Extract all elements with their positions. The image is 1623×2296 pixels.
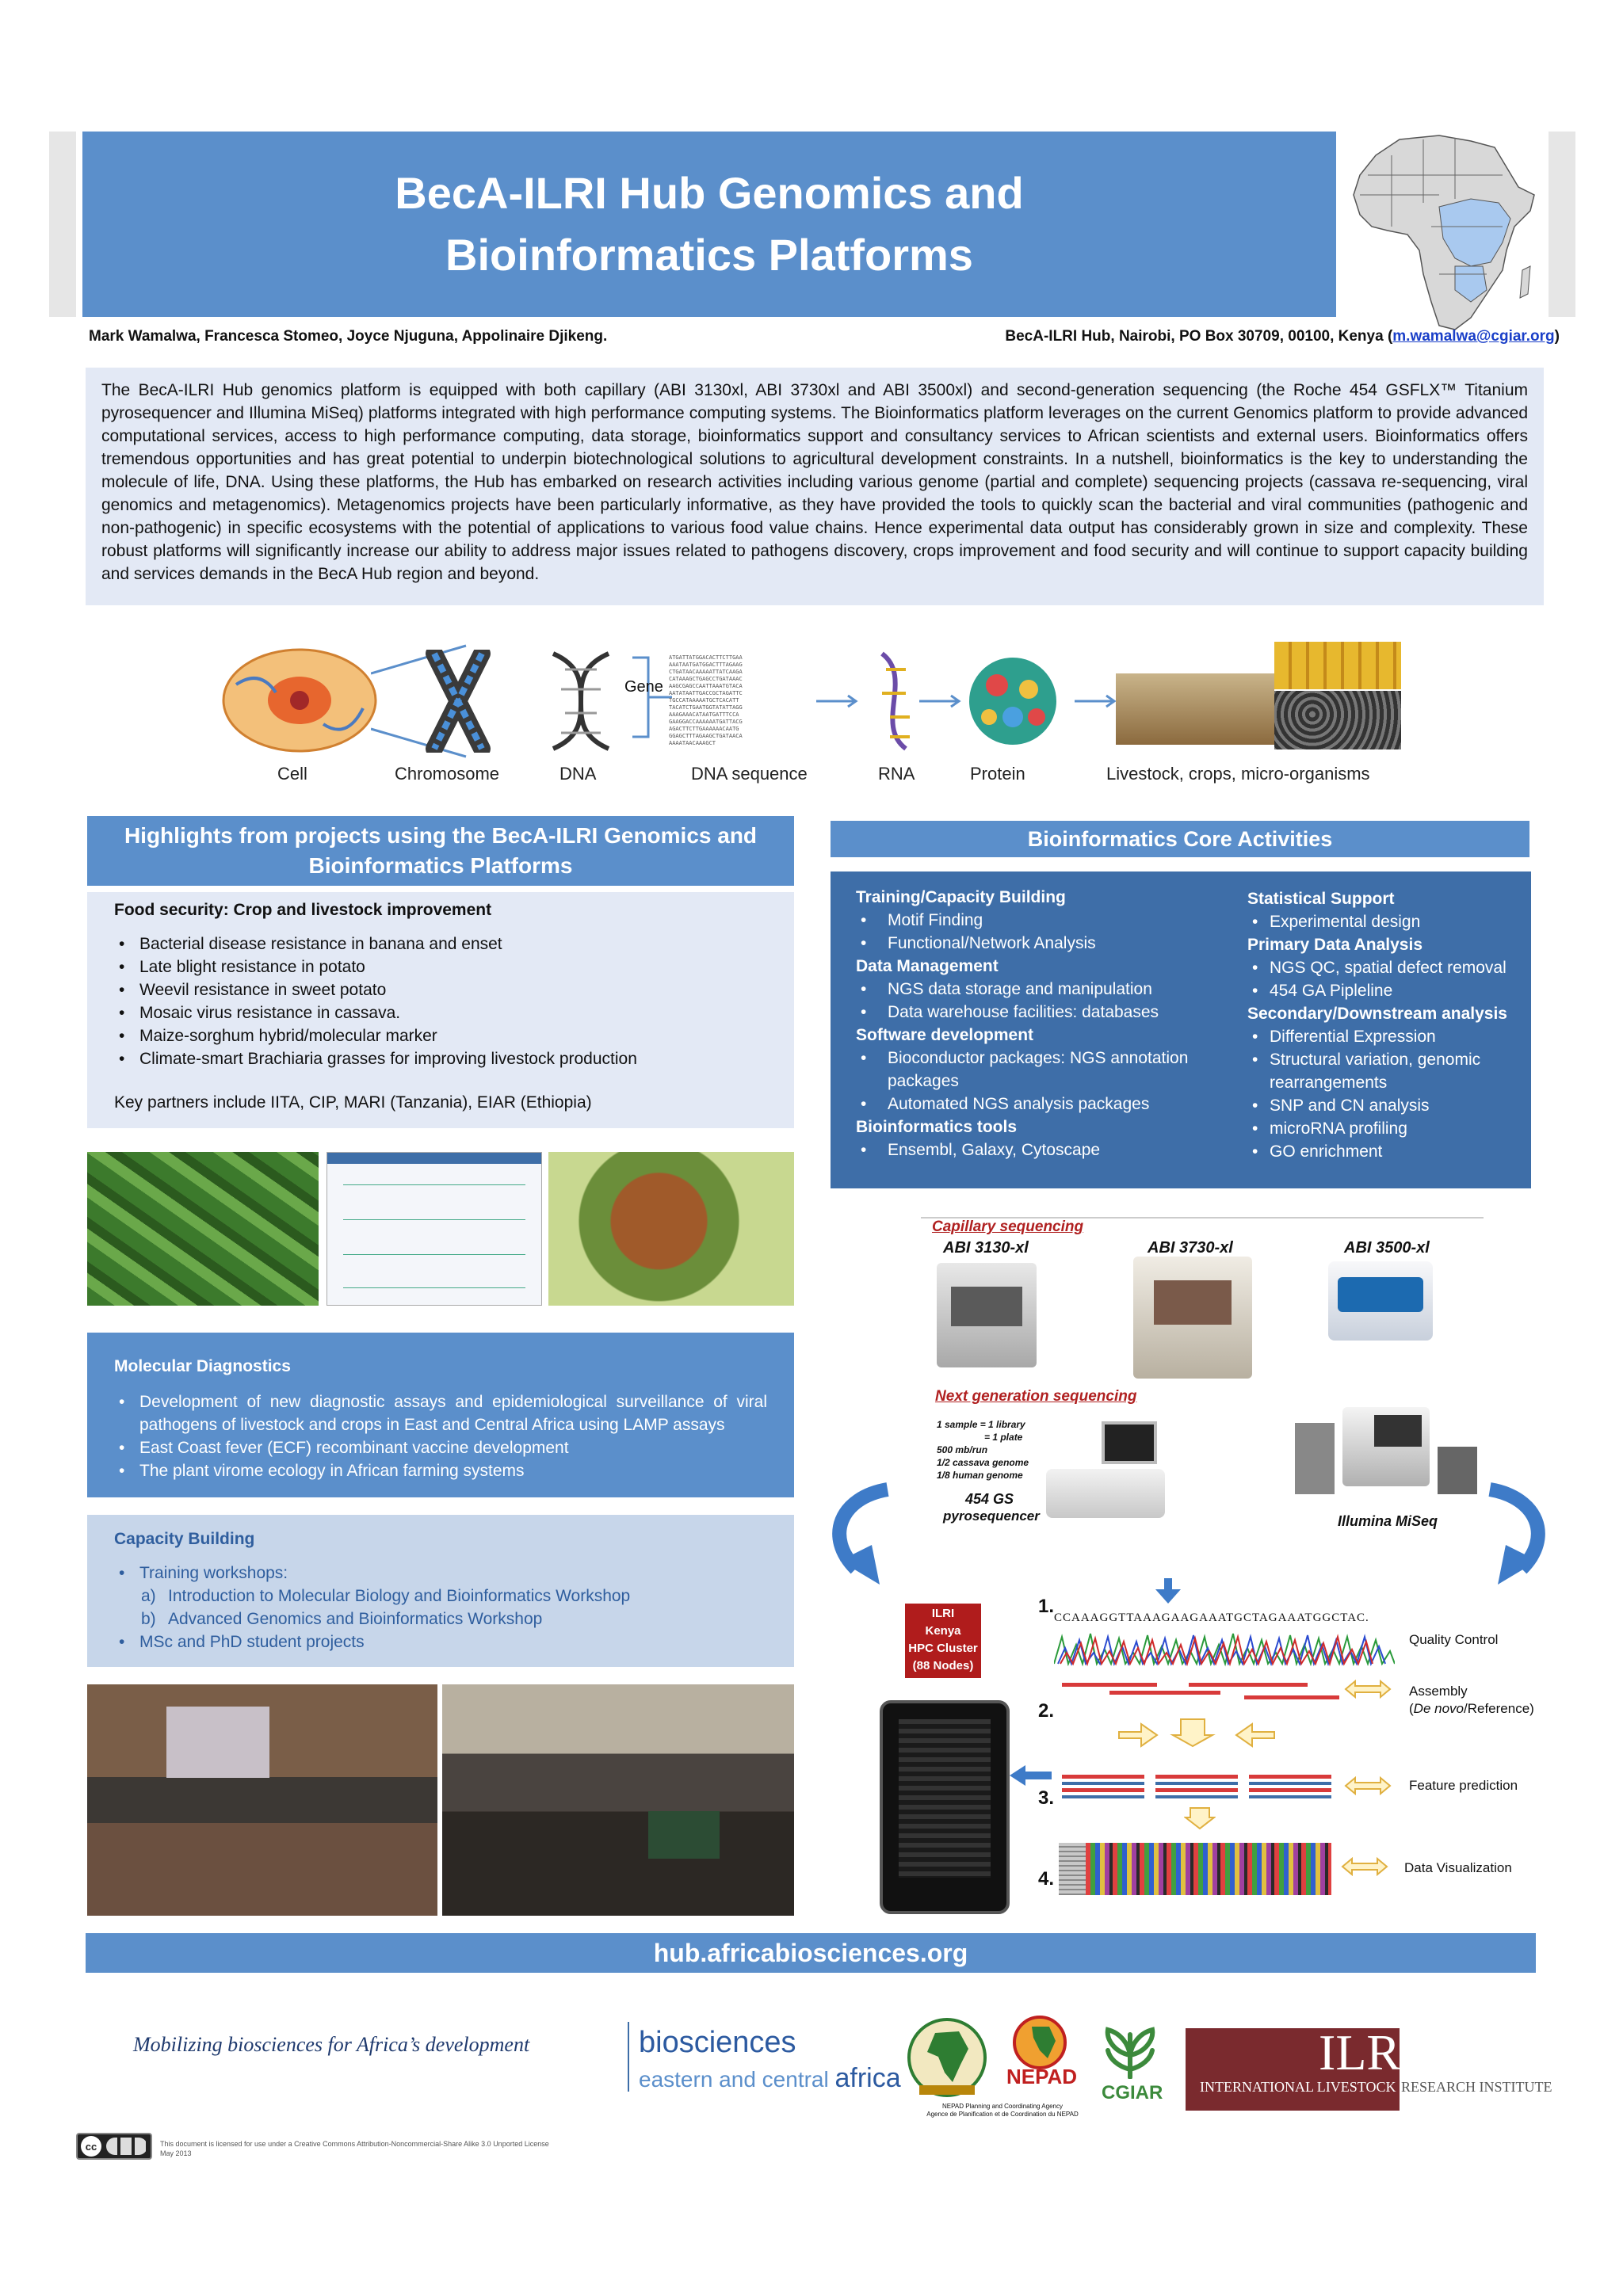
core-list <box>856 978 1220 1024</box>
abi-3130-image <box>937 1263 1037 1367</box>
ngs-spec <box>937 1418 1029 1482</box>
molecular-diagnostics-panel <box>87 1333 794 1497</box>
title-banner <box>82 132 1336 317</box>
capacity-sub-a <box>114 1585 767 1608</box>
step-3-number: 3. <box>1038 1787 1055 1809</box>
core-list <box>856 1047 1220 1116</box>
step-1-number: 1. <box>1038 1596 1055 1617</box>
core-right-column <box>1247 887 1525 1163</box>
cell-illustration <box>220 645 379 756</box>
rna-illustration <box>870 650 918 753</box>
miseq-label: Illumina MiSeq <box>1338 1513 1438 1529</box>
highlights-list <box>114 933 767 1070</box>
nepad-word: NEPAD <box>1006 2065 1078 2088</box>
spec-line: 1/2 cassava genome <box>937 1457 1029 1468</box>
cattle-image <box>1116 673 1274 745</box>
affiliation <box>1005 328 1560 345</box>
arrow-to-rna <box>815 693 862 709</box>
step-4-number: 4. <box>1038 1868 1055 1890</box>
step-2-number: 2. <box>1038 1700 1055 1722</box>
maize-image <box>1274 642 1401 689</box>
miseq-image <box>1287 1407 1485 1505</box>
cgiar-word: CGIAR <box>1102 2082 1163 2103</box>
region-text: eastern and central <box>639 2067 835 2092</box>
list-item: • NGS QC, spatial defect removal <box>1247 956 1525 979</box>
sub-text: Advanced Genomics and Bioinformatics Workshop <box>168 1610 543 1628</box>
chromatogram <box>1054 1629 1395 1667</box>
protein-illustration <box>957 650 1068 753</box>
right-side-bar <box>1549 132 1575 317</box>
logo-divider <box>628 2022 629 2092</box>
list-item: • Functional/Network Analysis <box>856 932 1220 955</box>
sub-letter: b) <box>141 1610 156 1628</box>
biosciences-region <box>639 2063 901 2094</box>
quality-control-label: Quality Control <box>1409 1632 1499 1647</box>
workshop-photo-1 <box>87 1684 437 1916</box>
list-item: • Training workshops: <box>114 1562 767 1585</box>
sub-letter: a) <box>141 1587 156 1605</box>
hpc-line: (88 Nodes) <box>912 1659 974 1672</box>
molecular-list <box>114 1390 767 1482</box>
list-item: • Bioconductor packages: NGS annotation packages <box>856 1047 1220 1093</box>
gs454-image <box>1046 1421 1165 1523</box>
biosciences-logo <box>639 2025 901 2094</box>
biosciences-word: biosciences <box>639 2026 796 2059</box>
ngs-title: Next generation sequencing <box>935 1388 1137 1405</box>
cc-icon: cc <box>81 2136 101 2157</box>
hpc-line: ILRI <box>931 1607 955 1620</box>
cgiar-leaf-icon <box>1098 2023 1162 2079</box>
affiliation-text: BecA-ILRI Hub, Nairobi, PO Box 30709, 00100, Kenya ( <box>1005 328 1393 345</box>
highlights-header: Highlights from projects using the BecA-ILRI Genomics and Bioinformatics Platforms <box>87 816 794 886</box>
license-date: May 2013 <box>160 2149 192 2157</box>
assembly-title: Assembly <box>1409 1684 1468 1699</box>
right-curved-arrow <box>1482 1482 1553 1592</box>
list-item: • Data warehouse facilities: databases <box>856 1001 1220 1024</box>
license-icons <box>106 2138 147 2155</box>
left-curved-arrow <box>824 1482 896 1592</box>
african-union-logo <box>903 2017 991 2098</box>
central-dogma-figure <box>86 618 1544 792</box>
core-list <box>856 909 1220 955</box>
software-screenshot <box>327 1152 542 1306</box>
poster-title: BecA-ILRI Hub Genomics and Bioinformatics Platforms <box>395 168 1024 280</box>
spec-line: 500 mb/run <box>937 1444 988 1455</box>
list-item: • Experimental design <box>1247 910 1525 933</box>
affiliation-close: ) <box>1554 328 1560 345</box>
cassava-photo <box>87 1152 319 1306</box>
down-arrow-to-pipeline <box>1152 1577 1184 1605</box>
list-item: • Differential Expression <box>1247 1025 1525 1048</box>
capacity-building-panel <box>87 1515 794 1667</box>
dna-helix-illustration <box>537 650 624 753</box>
core-head: Training/Capacity Building <box>856 888 1066 906</box>
list-item: • Weevil resistance in sweet potato <box>114 978 767 1001</box>
soil-image <box>1274 691 1401 749</box>
list-item: • Structural variation, genomic rearrangements <box>1247 1048 1525 1094</box>
assembly-label <box>1409 1683 1534 1718</box>
list-item: • microRNA profiling <box>1247 1117 1525 1140</box>
assembly-merge-arrows <box>1117 1716 1276 1748</box>
assembly-open: ( <box>1409 1701 1414 1716</box>
assembly-subtitle <box>1409 1700 1534 1718</box>
ilri-subtitle-2: RESEARCH INSTITUTE <box>1401 2079 1552 2095</box>
nepad-emblem <box>1008 2014 1071 2069</box>
assembly-double-arrow <box>1344 1680 1392 1699</box>
core-head: Software development <box>856 1026 1034 1044</box>
chromosome-illustration <box>418 650 498 753</box>
abi-3730-image <box>1133 1257 1252 1379</box>
list-item: • Automated NGS analysis packages <box>856 1093 1220 1116</box>
list-item: • SNP and CN analysis <box>1247 1094 1525 1117</box>
viz-double-arrow <box>1341 1857 1388 1876</box>
feature-prediction-label: Feature prediction <box>1409 1778 1518 1793</box>
arrow-into-cluster <box>1008 1764 1056 1787</box>
africa-map <box>1344 132 1542 341</box>
author-list: Mark Wamalwa, Francesca Stomeo, Joyce Njuguna, Appolinaire Djikeng. <box>89 328 608 345</box>
authors-row <box>89 328 1560 345</box>
molecular-diagnostics-title: Molecular Diagnostics <box>114 1357 291 1375</box>
intro-paragraph: The BecA-ILRI Hub genomics platform is equipped with both capillary (ABI 3130xl, ABI 3730xl and ABI 3500xl) and second-generation sequencing (the Roche 454 GSFLX™ Titanium pyrosequencer and Illumina MiSeq) platforms integrated with high performance computing systems. The Bioinformatics platform leverages on the current Genomics platform to provide advanced computational services, access to high performance computing, data storage, bioinformatics support and consultancy services to African scientists and external users. Bioinformatics offers tremendous opportunities and has great potential to underpin biotechnological solutions to agricultural development constraints. In a nutshell, bioinformatics is the key to understanding the molecule of life, DNA. Using these platforms, the Hub has embarked on research activities including various genome (partial and complete) sequencing projects (cassava re-sequencing, viral genomics and metagenomics). Metagenomics projects have been particularly informative, as they have provided the tools to quickly scan the bacterial and viral communities (pathogenic and non-pathogenic) in specific ecosystems with the potential of applications to various food value chains. Hence experimental data output has considerably grown in size and complexity. These robust platforms will significantly increase our ability to address major issues related to pathogens discovery, crops improvement and food security and will continue to support capacity building and services demands in the BecA Hub region and beyond. <box>86 368 1544 605</box>
arrow-to-organisms <box>1073 693 1121 709</box>
core-list <box>1247 1025 1525 1163</box>
core-list <box>1247 910 1525 933</box>
dna-sequence-text: ATGATTATGGACACTTCTTGAA AAATAATGATGGACTTTAGAAG CTGATAACAAAAATTATCAAGA CATAAAGCTGAGCCTGATAAAC AAGCGAGCCAATTAAATGTACA AATATAATTGACCGCTAGATTC TGCCATAAAAATGCTCACATT TACATCTGAATGGTATATTAGG AAAGAAACATAATGATTTCCA GAAGGACCAAAAAATGATTACG AGACTTCTTGAAAAAACAATG GGAGCTTTAGAAGCTGATAACA AAAATAACAAAGCT <box>669 654 743 746</box>
list-item: • Late blight resistance in potato <box>114 955 767 978</box>
cc-license-badge[interactable] <box>76 2133 152 2160</box>
flow-label-organisms: Livestock, crops, micro-organisms <box>1106 764 1370 784</box>
core-head: Data Management <box>856 957 999 975</box>
gene-label: Gene <box>624 678 663 696</box>
list-item: • The plant virome ecology in African farming systems <box>114 1459 767 1482</box>
workshop-photo-2 <box>442 1684 794 1916</box>
sub-text: Introduction to Molecular Biology and Bioinformatics Workshop <box>168 1587 631 1605</box>
website-url[interactable]: hub.africabiosciences.org <box>86 1933 1536 1973</box>
list-item: • MSc and PhD student projects <box>114 1630 767 1653</box>
list-item: • GO enrichment <box>1247 1140 1525 1163</box>
list-item: • Mosaic virus resistance in cassava. <box>114 1001 767 1024</box>
highlights-subtitle: Food security: Crop and livestock improvement <box>114 901 492 919</box>
abi-3730-label: ABI 3730-xl <box>1148 1239 1233 1257</box>
partners-text: Key partners include IITA, CIP, MARI (Tanzania), EIAR (Ethiopia) <box>114 1093 592 1112</box>
capacity-list-2 <box>114 1630 767 1653</box>
core-head: Bioinformatics tools <box>856 1118 1018 1136</box>
flow-label-cell: Cell <box>277 764 307 784</box>
capacity-list <box>114 1562 767 1585</box>
nepad-sub-1: NEPAD Planning and Coordinating Agency <box>942 2103 1063 2110</box>
flow-label-dna: DNA <box>559 764 597 784</box>
abi-3500-label: ABI 3500-xl <box>1344 1239 1430 1257</box>
core-head: Primary Data Analysis <box>1247 936 1423 954</box>
feature-double-arrow <box>1344 1776 1392 1795</box>
capacity-title: Capacity Building <box>114 1530 255 1548</box>
nepad-sub-2: Agence de Planification et de Coordination du NEPAD <box>926 2111 1079 2118</box>
list-item: • NGS data storage and manipulation <box>856 978 1220 1001</box>
feature-contigs <box>1062 1775 1347 1798</box>
spec-line: 1/8 human genome <box>937 1470 1023 1481</box>
flow-label-protein: Protein <box>970 764 1025 784</box>
region-africa: africa <box>834 2063 901 2093</box>
list-item: • Motif Finding <box>856 909 1220 932</box>
email-link[interactable]: m.wamalwa@cgiar.org <box>1392 328 1555 345</box>
pyrosequencer-label: pyrosequencer <box>943 1508 1040 1524</box>
data-visualization-label: Data Visualization <box>1404 1860 1512 1875</box>
nepad-subtitle <box>919 2103 1086 2119</box>
core-left-column <box>856 886 1220 1161</box>
capillary-sequencing-title: Capillary sequencing <box>932 1219 1084 1235</box>
highlights-panel <box>87 892 794 1128</box>
spec-line: = 1 plate <box>984 1432 1023 1443</box>
capacity-sub-b <box>114 1608 767 1630</box>
spec-line: 1 sample = 1 library <box>937 1419 1025 1430</box>
assembly-reads <box>1062 1680 1347 1703</box>
assembly-rest: /Reference) <box>1464 1701 1534 1716</box>
tagline: Mobilizing biosciences for Africa’s development <box>133 2033 530 2056</box>
core-head: Statistical Support <box>1247 890 1395 908</box>
list-item: • Climate-smart Brachiaria grasses for improving livestock production <box>114 1047 767 1070</box>
ilri-subtitle-1: INTERNATIONAL LIVESTOCK <box>1200 2079 1396 2095</box>
core-list <box>856 1138 1220 1161</box>
list-item: • Ensembl, Galaxy, Cytoscape <box>856 1138 1220 1161</box>
core-head: Secondary/Downstream analysis <box>1247 1005 1507 1023</box>
core-list <box>1247 956 1525 1002</box>
list-item: • East Coast fever (ECF) recombinant vaccine development <box>114 1436 767 1459</box>
alignment-visualization <box>1059 1843 1331 1895</box>
flow-label-dna-sequence: DNA sequence <box>691 764 808 784</box>
abi-3500-image <box>1328 1261 1433 1341</box>
flow-label-rna: RNA <box>878 764 915 784</box>
license-text <box>160 2139 549 2158</box>
feature-down-arrow <box>1184 1806 1216 1830</box>
flow-label-chromosome: Chromosome <box>395 764 500 784</box>
sequence-read: CCAAAGGTTAAAGAAGAAATGCTAGAAATGGCTAC. <box>1054 1611 1369 1624</box>
hpc-line: Kenya <box>925 1624 961 1638</box>
list-item: • Bacterial disease resistance in banana and enset <box>114 933 767 955</box>
assembly-denovo: De novo <box>1413 1701 1464 1716</box>
list-item: • Maize-sorghum hybrid/molecular marker <box>114 1024 767 1047</box>
ilri-word: ILRI <box>1319 2024 1418 2081</box>
core-activities-header: Bioinformatics Core Activities <box>831 821 1529 857</box>
abi-3130-label: ABI 3130-xl <box>943 1239 1029 1257</box>
server-rack-image <box>880 1700 1010 1914</box>
left-side-bar <box>49 132 76 317</box>
hpc-cluster-label <box>905 1604 981 1678</box>
sorghum-photo <box>548 1152 794 1306</box>
gs454-label: 454 GS <box>965 1491 1014 1507</box>
list-item: • Development of new diagnostic assays and epidemiological surveillance of viral pathogens of livestock and crops in East and Central Africa using LAMP assays <box>114 1390 767 1436</box>
core-activities-panel <box>831 871 1531 1188</box>
hpc-line: HPC Cluster <box>908 1642 978 1655</box>
list-item: • 454 GA Pipleline <box>1247 979 1525 1002</box>
license-line: This document is licensed for use under a Creative Commons Attribution-Noncommercial-Share Alike 3.0 Unported License <box>160 2140 549 2148</box>
